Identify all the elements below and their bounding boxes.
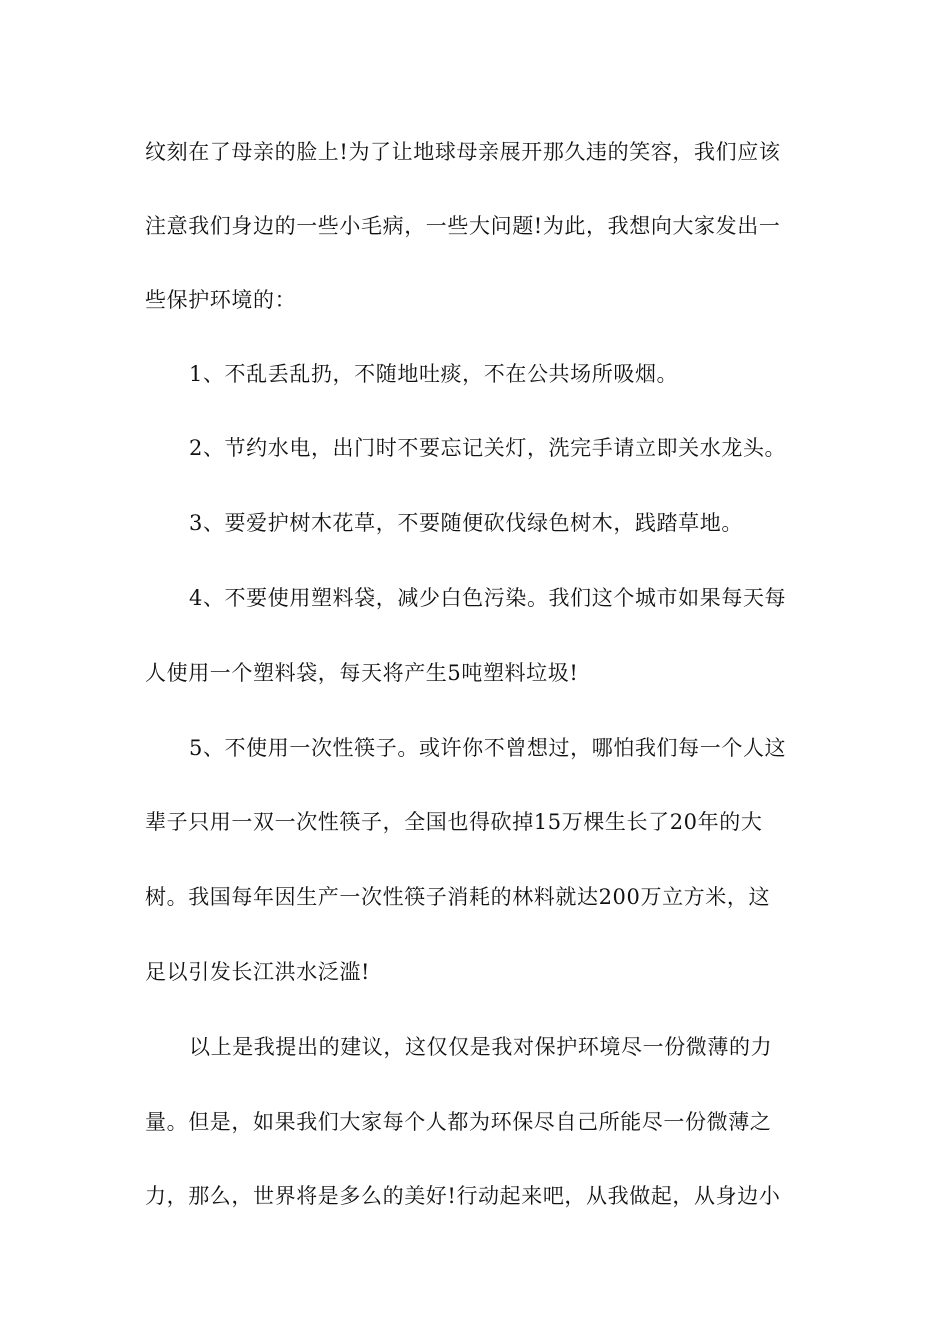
text-line-10: 辈子只用一双一次性筷子，全国也得砍掉15万棵生长了20年的大 [145,810,763,834]
text-line-12: 足以引发长江洪水泛滥! [145,960,371,984]
list-item-4: 4、不要使用塑料袋，减少白色污染。我们这个城市如果每天每 [189,586,787,610]
list-item-3: 3、要爱护树木花草，不要随便砍伐绿色树木，践踏草地。 [189,511,743,535]
text-line-15: 力，那么，世界将是多么的美好!行动起来吧，从我做起，从身边小 [145,1184,781,1208]
paragraph-conclusion-start: 以上是我提出的建议，这仅仅是我对保护环境尽一份微薄的力 [189,1035,773,1059]
list-item-1: 1、不乱丢乱扔，不随地吐痰，不在公共场所吸烟。 [189,362,679,386]
list-item-5: 5、不使用一次性筷子。或许你不曾想过，哪怕我们每一个人这 [189,736,787,760]
text-line-2: 注意我们身边的一些小毛病，一些大问题!为此，我想向大家发出一 [145,214,781,238]
text-line-8: 人使用一个塑料袋，每天将产生5吨塑料垃圾! [145,661,579,685]
text-line-1: 纹刻在了母亲的脸上!为了让地球母亲展开那久违的笑容，我们应该 [145,140,781,164]
text-line-14: 量。但是，如果我们大家每个人都为环保尽自己所能尽一份微薄之 [145,1110,772,1134]
list-item-2: 2、节约水电，出门时不要忘记关灯，洗完手请立即关水龙头。 [189,436,787,460]
text-line-11: 树。我国每年因生产一次性筷子消耗的林料就达200万立方米，这 [145,885,771,909]
text-line-3: 些保护环境的： [145,288,297,312]
